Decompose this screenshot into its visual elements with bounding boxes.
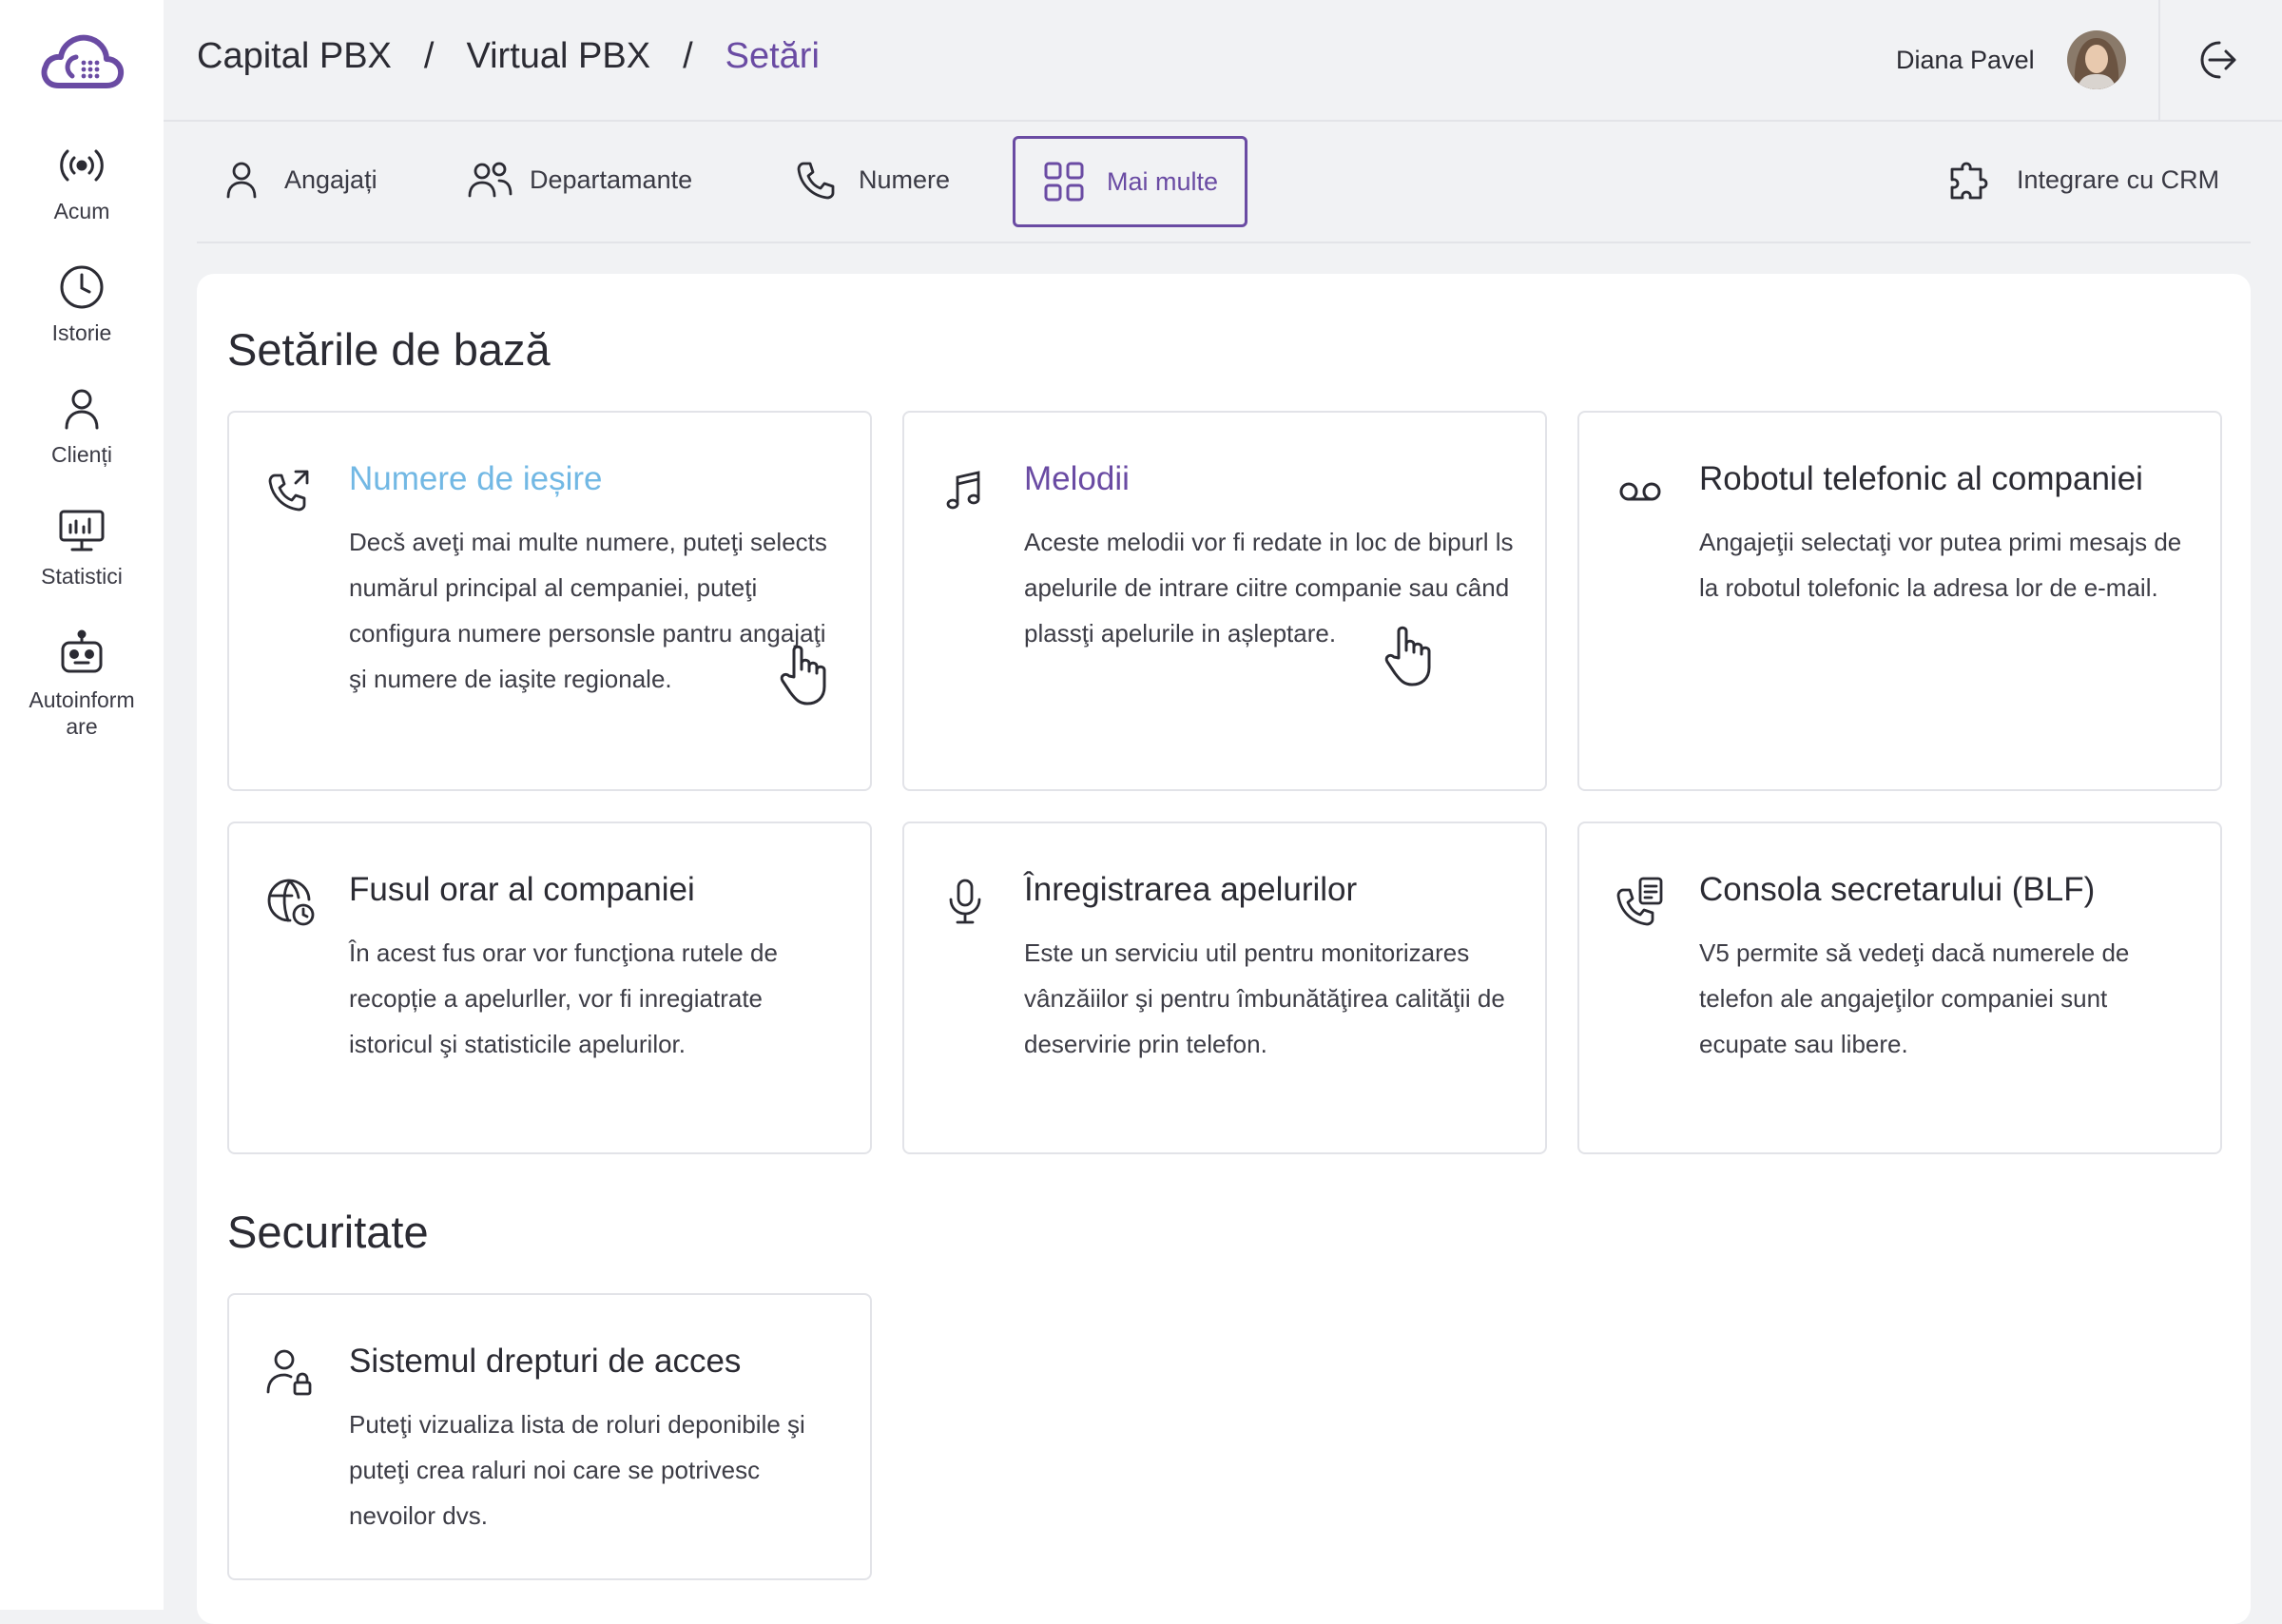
card-fus-orar[interactable] (227, 822, 872, 1154)
avatar[interactable] (2067, 30, 2126, 89)
card-inregistrarea-apelurilor[interactable] (902, 822, 1547, 1154)
card-description: Puteţi vizualiza lista de roluri deponibile şi puteţi crea raluri noi care se potrivesc nevoilor dvs. (349, 1410, 805, 1530)
breadcrumb-separator: / (423, 36, 435, 76)
card-drepturi-de-acces[interactable] (227, 1293, 872, 1580)
breadcrumb-virtual-pbx[interactable]: Virtual PBX (466, 36, 651, 76)
tab-bar (197, 131, 2251, 243)
card-title: Robotul telefonic al companiei (1699, 460, 2143, 497)
section-title-basic: Setările de bază (227, 324, 551, 375)
sidebar-item-istorie[interactable] (0, 261, 164, 346)
tab-numere[interactable] (794, 137, 950, 222)
card-title: Fusul orar al companiei (349, 871, 695, 908)
sidebar-item-label: Acum (53, 199, 110, 223)
puzzle-icon (1944, 154, 1996, 205)
broadcast-icon (55, 139, 108, 192)
monitor-chart-icon (55, 504, 108, 557)
card-title: Consola secretarului (BLF) (1699, 871, 2096, 908)
hand-cursor-icon (775, 643, 832, 707)
user-lock-icon (263, 1346, 317, 1400)
tab-label: Mai multe (1107, 166, 1219, 196)
card-description: V5 permite sǎ vedeţi dacă numerele de telefon ale angajeţilor companiei sunt ecupate sau libere. (1699, 938, 2130, 1058)
crm-integration-label: Integrare cu CRM (2017, 164, 2220, 194)
card-description: Decš aveţi mai multe numere, puteţi selects numărul principal al cempaniei, puteţi configura numere personsle pantru angajaţi şi numere de iaşite regionale. (349, 528, 827, 693)
person-icon (220, 158, 263, 202)
sidebar-item-statistici[interactable] (0, 504, 164, 590)
card-description: În acest fus orar vor funcţiona rutele de recopție a apelurller, vor fi inregiatrate istoricul şi statisticile apelurilor. (349, 938, 778, 1058)
sidebar-item-label: Autoinform are (29, 687, 135, 739)
phone-outgoing-icon (263, 464, 317, 517)
tab-label: Departamante (530, 164, 693, 194)
user-name[interactable]: Diana Pavel (1896, 46, 2035, 74)
tab-departamante[interactable] (465, 137, 692, 222)
tab-angajati[interactable] (220, 137, 377, 222)
card-numere-de-iesire[interactable] (227, 411, 872, 791)
section-title-security: Securitate (227, 1207, 429, 1257)
card-title: Melodii (1024, 460, 1130, 497)
breadcrumb-current-setari: Setări (725, 36, 820, 76)
grid-icon (1042, 160, 1086, 203)
card-description: Angajeţii selectaţi vor putea primi mesajs de la robotul tolefonic la adresa lor de e-mail. (1699, 528, 2182, 602)
crm-integration-button[interactable] (1944, 137, 2219, 222)
phone-list-icon (1614, 875, 1667, 928)
card-description: Este un serviciu util pentru monitorizares vânzăiilor şi pentru îmbunătăţirea calităţii de deservirie prin telefon. (1024, 938, 1505, 1058)
sidebar-item-autoinformare[interactable] (0, 628, 164, 740)
cloud-pbx-logo-icon[interactable] (38, 29, 126, 97)
hand-cursor-icon (1380, 624, 1437, 688)
top-bar (164, 0, 2282, 122)
globe-clock-icon (263, 875, 317, 928)
breadcrumb-capital-pbx[interactable]: Capital PBX (197, 36, 392, 76)
phone-icon (794, 158, 838, 202)
voicemail-icon (1614, 464, 1667, 517)
microphone-icon (938, 875, 992, 928)
clock-icon (55, 261, 108, 314)
card-title: Înregistrarea apelurilor (1024, 871, 1358, 908)
people-icon (465, 158, 509, 202)
sidebar-item-label: Istorie (51, 320, 112, 345)
header-divider (2158, 0, 2160, 120)
tab-label: Angajați (284, 164, 377, 194)
sidebar-item-acum[interactable] (0, 139, 164, 224)
person-icon (55, 382, 108, 435)
robot-icon (55, 628, 108, 681)
card-description: Aceste melodii vor fi redate in loc de bipurl ls apelurile de intrare ciitre companie sau când plassţi apelurile in așleptare. (1024, 528, 1514, 648)
breadcrumb (197, 36, 820, 77)
music-note-icon (938, 464, 992, 517)
tab-mai-multe[interactable] (1013, 136, 1247, 227)
sidebar-item-clienti[interactable] (0, 382, 164, 468)
logout-icon[interactable] (2191, 34, 2242, 86)
card-title: Numere de ieșire (349, 460, 603, 497)
sidebar (0, 0, 164, 1610)
card-title: Sistemul drepturi de acces (349, 1343, 742, 1380)
settings-panel (197, 274, 2251, 1624)
sidebar-item-label: Statistici (41, 564, 123, 589)
sidebar-item-label: Clienți (51, 442, 112, 467)
card-consola-secretarului[interactable] (1577, 822, 2222, 1154)
card-robot-telefonic[interactable] (1577, 411, 2222, 791)
tab-label: Numere (859, 164, 951, 194)
breadcrumb-separator: / (683, 36, 693, 76)
card-melodii[interactable] (902, 411, 1547, 791)
